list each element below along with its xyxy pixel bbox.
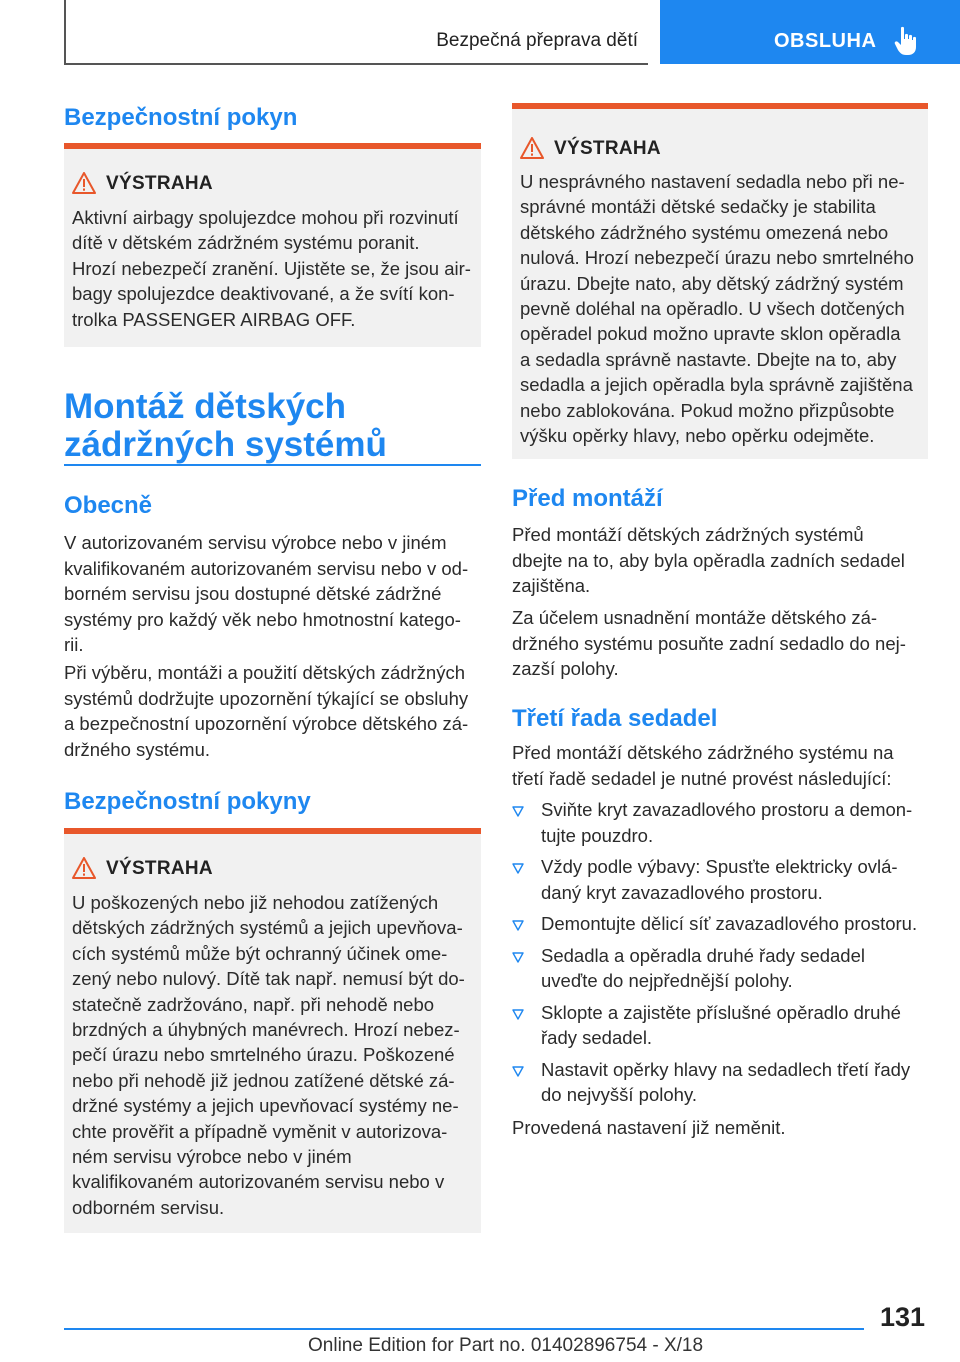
paragraph-third-row	[512, 740, 928, 791]
list-item	[512, 797, 928, 848]
text-line: tujte pouzdro.	[541, 824, 654, 846]
steps-list	[512, 797, 928, 1114]
warning-line: nulová. Hrozí nebezpečí úrazu nebo smrtelného	[520, 247, 914, 269]
text-line: systémů dodržujte upozornění týkající se obsluhy	[64, 687, 469, 709]
heading-general: Obecně	[64, 492, 153, 519]
list-item	[512, 943, 928, 994]
text-line: Při výběru, montáži a použití dětských zádržných	[64, 662, 466, 683]
warning-text	[72, 890, 475, 1220]
warning-text	[72, 205, 475, 332]
warning-line: správné montáži dětské sedačky je stabilita	[520, 196, 876, 218]
text-line: Vždy podle výbavy: Spusťte elektricky ovlá‐	[541, 856, 898, 877]
text-line: uveďte do nejpřednější polohy.	[541, 970, 793, 991]
text-line: Demontujte dělicí síť zavazadlového prostoru.	[541, 913, 918, 934]
text-line: Sedadla a opěradla druhé řady sedadel	[541, 944, 865, 966]
warning-line: dětského zádržného systému omezená nebo	[520, 221, 889, 243]
paragraph-selection	[64, 660, 481, 762]
text-line: Sviňte kryt zavazadlového prostoru a demon‐	[541, 799, 913, 820]
text-line: a bezpečnostní upozornění výrobce dětského zá‐	[64, 713, 469, 734]
warning-line: dětských zádržných systémů a jejich upevňova‐	[72, 917, 463, 939]
hand-pointer-icon	[894, 26, 920, 56]
triangle-bullet-icon	[512, 1065, 524, 1077]
chapter-heading-line: zádržných systémů	[64, 425, 387, 464]
warning-line: U nesprávného nastavení sedadla nebo při ne‐	[520, 171, 905, 192]
warning-triangle-icon	[520, 137, 544, 159]
text-line: Za účelem usnadnění montáže dětského zá‐	[512, 607, 878, 628]
edition-text: Online Edition for Part no. 01402896754 - X/18	[308, 1335, 704, 1356]
triangle-bullet-icon	[512, 1008, 524, 1020]
text-line: Před montáží dětského zádržného systému na	[512, 742, 894, 763]
paragraph-before	[512, 522, 928, 599]
warning-line: opěradel pokud možno upravte sklon opěradla	[520, 323, 901, 345]
warning-title: VÝSTRAHA	[106, 173, 213, 194]
header-bottom-rule	[64, 63, 648, 65]
section-title: Bezpečná přeprava dětí	[436, 30, 638, 51]
warning-line: U poškozených nebo již nehodou zatížených	[72, 892, 439, 913]
text-line: dbejte na to, aby byla opěradla zadních sedadel	[512, 549, 905, 571]
heading-safety-instruction: Bezpečnostní pokyn	[64, 104, 298, 131]
warning-line: nebo při nehodě již jednou zatížené dětské zá‐	[72, 1069, 455, 1091]
warning-triangle-icon	[72, 857, 96, 879]
list-item	[512, 1000, 928, 1051]
text-line: zazší polohy.	[512, 658, 619, 679]
heading-safety-instructions: Bezpečnostní pokyny	[64, 788, 311, 815]
warning-text	[520, 169, 922, 448]
list-item	[512, 854, 928, 905]
warning-line: ném servisu výrobce nebo v jiném	[72, 1146, 352, 1168]
heading-third-row: Třetí řada sedadel	[512, 705, 718, 732]
closing-note: Provedená nastavení již neměnit.	[512, 1117, 786, 1138]
text-line: do nejvyšší polohy.	[541, 1084, 697, 1105]
text-line: borném servisu jsou dostupné dětské zádržné	[64, 583, 442, 604]
text-line: Před montáží dětských zádržných systémů	[512, 524, 864, 545]
triangle-bullet-icon	[512, 951, 524, 963]
heading-before-mounting: Před montáží	[512, 485, 663, 512]
warning-box-seat-adjust	[512, 103, 928, 459]
warning-line: cích systémů může být ochranný účinek ome‐	[72, 942, 448, 964]
warning-triangle-icon	[72, 172, 96, 194]
warning-line: Aktivní airbagy spolujezdce mohou při rozvinutí	[72, 207, 459, 228]
warning-line: kvalifikovaném autorizovaném servisu nebo v	[72, 1171, 445, 1193]
text-line: rii.	[64, 634, 84, 655]
text-line: Sklopte a zajistěte příslušné opěradlo druhé	[541, 1001, 901, 1023]
text-line: držného systému.	[64, 738, 211, 760]
warning-line: odborném servisu.	[72, 1196, 225, 1218]
chapter-rule	[64, 464, 481, 466]
paragraph-easier-mounting	[512, 605, 928, 682]
warning-line: a sedadla správně nastavte. Dbejte na to, aby	[520, 348, 897, 370]
warning-line: trolka PASSENGER AIRBAG OFF.	[72, 308, 356, 330]
warning-title: VÝSTRAHA	[554, 138, 661, 159]
text-line: V autorizovaném servisu výrobce nebo v jiném	[64, 532, 447, 553]
warning-line: výšku opěrky hlavy, nebo opěrku odejměte.	[520, 425, 875, 447]
triangle-bullet-icon	[512, 919, 524, 931]
warning-line: pečí úrazu nebo smrtelného úrazu. Poškozené	[72, 1044, 455, 1066]
warning-line: úrazu. Dbejte nato, aby dětský zádržný systém	[520, 272, 904, 294]
warning-box-damaged	[64, 828, 481, 1233]
text-line: systémy pro každý věk nebo hmotnostní katego‐	[64, 608, 461, 630]
tab-label: OBSLUHA	[774, 30, 877, 52]
triangle-bullet-icon	[512, 862, 524, 874]
tab-obsluha[interactable]	[660, 0, 960, 64]
list-item	[512, 1057, 928, 1108]
text-line: Nastavit opěrky hlavy na sedadlech třetí řady	[541, 1058, 911, 1080]
text-line: daný kryt zavazadlového prostoru.	[541, 881, 823, 903]
warning-line: dítě v dětském zádržném systému poranit.	[72, 232, 420, 254]
text-line: držného systému posuňte zadní sedadlo do nej‐	[512, 632, 906, 654]
text-line: kvalifikovaném autorizovaném servisu nebo v od‐	[64, 557, 469, 579]
warning-line: zený nebo nulový. Dítě tak např. nemusí být do‐	[72, 968, 465, 990]
warning-line: Hrozí nebezpečí zranění. Ujistěte se, že jsou air‐	[72, 257, 471, 279]
warning-line: držné systémy a jejich upevňovací systémy ne‐	[72, 1095, 459, 1117]
text-line: třetí řadě sedadel je nutné provést následující:	[512, 767, 892, 789]
text-line: řady sedadel.	[541, 1027, 653, 1048]
warning-title: VÝSTRAHA	[106, 858, 213, 879]
footer-rule	[64, 1328, 864, 1330]
warning-line: chte prověřit a případně vyměnit v autorizova‐	[72, 1120, 448, 1142]
warning-line: sedadla a jejich opěradla byla správně zajištěna	[520, 374, 913, 396]
triangle-bullet-icon	[512, 805, 524, 817]
list-item	[512, 911, 928, 937]
chapter-heading	[64, 388, 387, 464]
paragraph-general	[64, 530, 481, 658]
warning-line: brzdných a úhybných manévrech. Hrozí nebez‐	[72, 1019, 460, 1041]
text-line: zajištěna.	[512, 575, 591, 596]
warning-box-airbag	[64, 143, 481, 347]
chapter-heading-line: Montáž dětských	[64, 387, 346, 426]
warning-line: statečně zadržováno, např. při nehodě nebo	[72, 993, 435, 1015]
page-number: 131	[880, 1302, 926, 1332]
warning-line: nebo zablokována. Pokud možno přizpůsobte	[520, 399, 895, 421]
warning-line: pevně doléhal na opěradlo. U všech dotčených	[520, 298, 905, 320]
warning-line: bagy spolujezdce deaktivované, a že svítí kon‐	[72, 283, 455, 305]
